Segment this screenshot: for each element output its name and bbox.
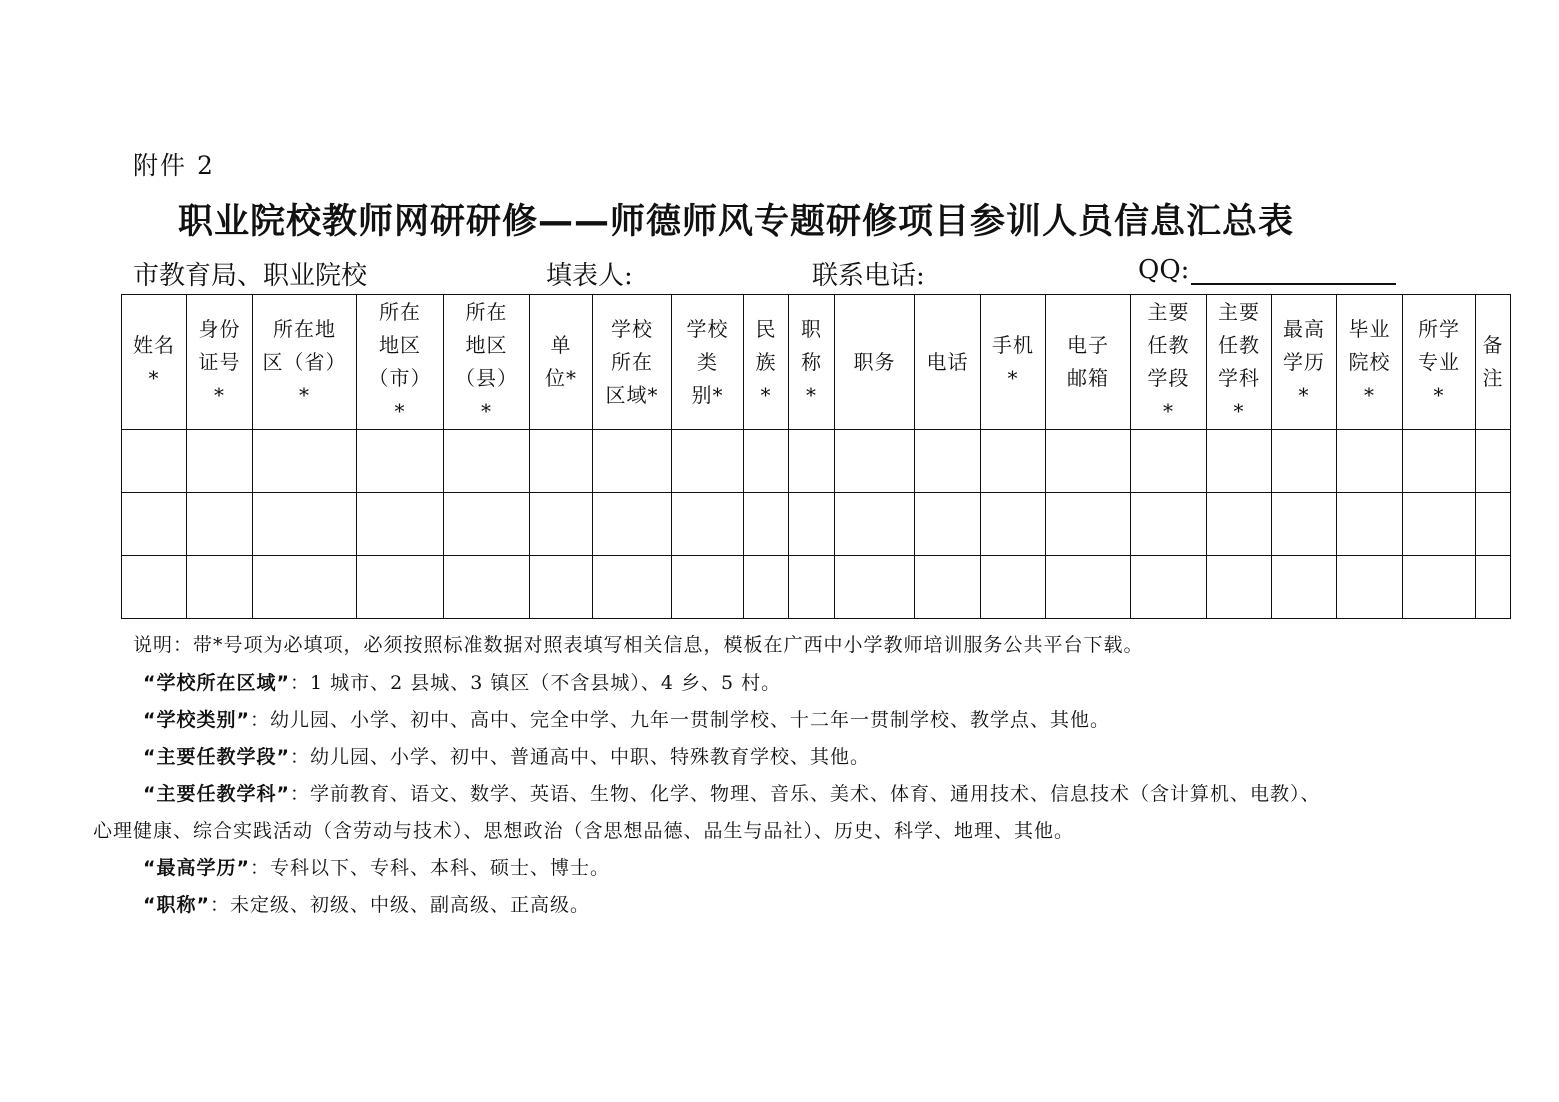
table-row: [122, 556, 1511, 619]
table-cell[interactable]: [122, 493, 187, 556]
document-title: 职业院校教师网研研修——师德师风专题研修项目参训人员信息汇总表: [178, 202, 1295, 242]
note-intro: 说明：带*号项为必填项，必须按照标准数据对照表填写相关信息，模板在广西中小学教师培训服务公共平台下载。: [133, 634, 1144, 656]
column-header: 所在 地区 （市） *: [357, 295, 444, 430]
note-edu-label: “最高学历”: [143, 857, 250, 879]
table-cell[interactable]: [1337, 556, 1403, 619]
table-cell[interactable]: [187, 556, 253, 619]
table-cell[interactable]: [593, 493, 672, 556]
table-row: [122, 430, 1511, 493]
table-cell[interactable]: [187, 430, 253, 493]
column-header: 身份 证号 *: [187, 295, 253, 430]
table-cell[interactable]: [981, 493, 1046, 556]
column-header: 电子 邮箱: [1046, 295, 1131, 430]
table-cell[interactable]: [253, 493, 357, 556]
table-cell[interactable]: [672, 493, 744, 556]
table-cell[interactable]: [1337, 493, 1403, 556]
note-stage: [143, 742, 870, 769]
table-cell[interactable]: [1272, 430, 1337, 493]
note-title: [143, 890, 590, 917]
column-header: 主要 任教 学科 *: [1207, 295, 1272, 430]
table-cell[interactable]: [915, 430, 981, 493]
note-edu: [143, 853, 610, 880]
unit-label: 市教育局、职业院校: [133, 261, 368, 291]
column-header: 学校 所在 区域*: [593, 295, 672, 430]
table-cell[interactable]: [530, 556, 593, 619]
table-cell[interactable]: [1272, 493, 1337, 556]
table-header-row: [122, 295, 1511, 430]
table-cell[interactable]: [530, 493, 593, 556]
table-cell[interactable]: [835, 430, 915, 493]
table-cell[interactable]: [122, 556, 187, 619]
table-cell[interactable]: [1272, 556, 1337, 619]
note-edu-text: ：专科以下、专科、本科、硕士、博士。: [249, 857, 610, 879]
table-cell[interactable]: [835, 556, 915, 619]
table-cell[interactable]: [1403, 556, 1476, 619]
column-header: 所在 地区 （县） *: [444, 295, 530, 430]
table-cell[interactable]: [593, 430, 672, 493]
note-title-text: ：未定级、初级、中级、副高级、正高级。: [209, 894, 590, 916]
column-header: 所在地 区（省） *: [253, 295, 357, 430]
table-cell[interactable]: [593, 556, 672, 619]
table-cell[interactable]: [187, 493, 253, 556]
note-region-label: “学校所在区域”: [143, 672, 290, 694]
phone-label: 联系电话:: [812, 261, 925, 291]
table-cell[interactable]: [789, 493, 835, 556]
table-cell[interactable]: [744, 556, 789, 619]
table-cell[interactable]: [1131, 493, 1207, 556]
table-cell[interactable]: [981, 556, 1046, 619]
table-cell[interactable]: [357, 556, 444, 619]
table-cell[interactable]: [357, 430, 444, 493]
column-header: 职 称 *: [789, 295, 835, 430]
column-header: 毕业 院校 *: [1337, 295, 1403, 430]
table-cell[interactable]: [789, 556, 835, 619]
table-cell[interactable]: [915, 493, 981, 556]
table-cell[interactable]: [789, 430, 835, 493]
table-cell[interactable]: [253, 430, 357, 493]
table-cell[interactable]: [744, 493, 789, 556]
qq-blank-line: [1191, 257, 1396, 285]
table-cell[interactable]: [1476, 556, 1511, 619]
column-header: 民 族 *: [744, 295, 789, 430]
table-cell[interactable]: [1131, 430, 1207, 493]
note-type-label: “学校类别”: [143, 709, 250, 731]
column-header: 手机 *: [981, 295, 1046, 430]
column-header: 电话: [915, 295, 981, 430]
table-cell[interactable]: [1207, 556, 1272, 619]
table-cell[interactable]: [530, 430, 593, 493]
column-header: 所学 专业 *: [1403, 295, 1476, 430]
table-cell[interactable]: [444, 556, 530, 619]
info-table: [121, 294, 1511, 619]
note-stage-label: “主要任教学段”: [143, 746, 290, 768]
note-subject-text: ：学前教育、语文、数学、英语、生物、化学、物理、音乐、美术、体育、通用技术、信息技术（含计算机、电教）、: [289, 783, 1321, 805]
column-header: 职务: [835, 295, 915, 430]
table-cell[interactable]: [1207, 430, 1272, 493]
note-title-label: “职称”: [143, 894, 210, 916]
table-cell[interactable]: [357, 493, 444, 556]
table-cell[interactable]: [1337, 430, 1403, 493]
table-cell[interactable]: [1476, 430, 1511, 493]
table-cell[interactable]: [444, 493, 530, 556]
table-cell[interactable]: [672, 556, 744, 619]
filler-label: 填表人:: [546, 261, 633, 291]
column-header: 学校 类 别*: [672, 295, 744, 430]
table-cell[interactable]: [1476, 493, 1511, 556]
column-header: 最高 学历 *: [1272, 295, 1337, 430]
table-cell[interactable]: [1046, 556, 1131, 619]
table-cell[interactable]: [672, 430, 744, 493]
table-cell[interactable]: [1207, 493, 1272, 556]
attachment-label: 附件 2: [133, 151, 215, 180]
table-cell[interactable]: [981, 430, 1046, 493]
table-cell[interactable]: [1131, 556, 1207, 619]
table-cell[interactable]: [1403, 430, 1476, 493]
table-cell[interactable]: [1046, 430, 1131, 493]
note-subject-cont: 心理健康、综合实践活动（含劳动与技术）、思想政治（含思想品德、品生与品社）、历史、科学、地理、其他。: [93, 820, 1075, 842]
note-subject-label: “主要任教学科”: [143, 783, 290, 805]
table-cell[interactable]: [744, 430, 789, 493]
column-header: 主要 任教 学段 *: [1131, 295, 1207, 430]
qq-field: [1138, 255, 1396, 285]
column-header: 单 位*: [530, 295, 593, 430]
note-type: [143, 705, 1110, 732]
table-cell[interactable]: [122, 430, 187, 493]
note-region: [143, 668, 781, 695]
table-cell[interactable]: [915, 556, 981, 619]
note-stage-text: ：幼儿园、小学、初中、普通高中、中职、特殊教育学校、其他。: [289, 746, 870, 768]
note-region-text: ：1 城市、2 县城、3 镇区（不含县城）、4 乡、5 村。: [289, 672, 782, 694]
column-header: 姓名 *: [122, 295, 187, 430]
table-cell[interactable]: [1403, 493, 1476, 556]
table-cell[interactable]: [835, 493, 915, 556]
table-cell[interactable]: [1046, 493, 1131, 556]
note-type-text: ：幼儿园、小学、初中、高中、完全中学、九年一贯制学校、十二年一贯制学校、教学点、其他。: [249, 709, 1110, 731]
qq-label: QQ:: [1138, 255, 1190, 285]
table-row: [122, 493, 1511, 556]
table-cell[interactable]: [253, 556, 357, 619]
column-header: 备 注: [1476, 295, 1511, 430]
table-cell[interactable]: [444, 430, 530, 493]
note-subject: [143, 779, 1321, 806]
